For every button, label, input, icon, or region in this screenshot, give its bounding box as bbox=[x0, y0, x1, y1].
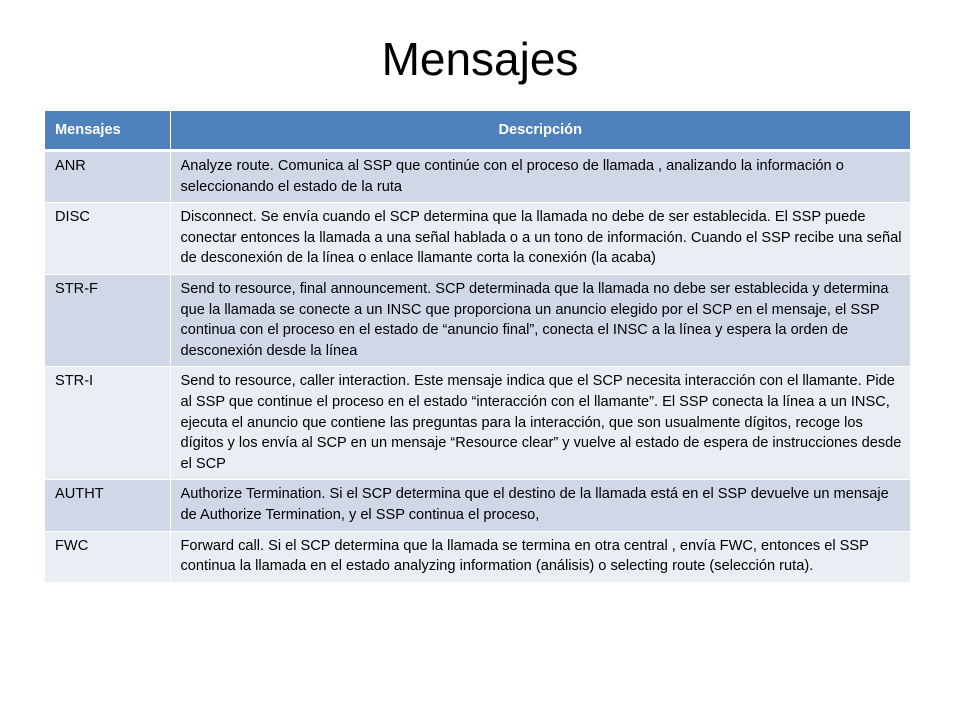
message-code-cell: DISC bbox=[45, 203, 170, 275]
message-description-cell: Authorize Termination. Si el SCP determina que el destino de la llamada está en el SSP devuelve un mensaje de Authorize Termination, y el SSP continua el proceso, bbox=[170, 480, 910, 531]
table-row bbox=[45, 367, 910, 480]
table-row bbox=[45, 203, 910, 275]
column-header-mensajes: Mensajes bbox=[45, 111, 170, 151]
message-code-cell: ANR bbox=[45, 151, 170, 203]
messages-table bbox=[45, 111, 910, 583]
table-row bbox=[45, 531, 910, 582]
message-code-cell: STR-F bbox=[45, 274, 170, 366]
table-row bbox=[45, 274, 910, 366]
message-description-cell: Send to resource, caller interaction. Este mensaje indica que el SCP necesita interacción con el llamante. Pide al SSP que continue el proceso en el estado “interacción con el llamante”. El SSP conecta la línea a un INSC, ejecuta el anuncio que contiene las preguntas para la interacción, que son usualmente dígitos, recoge los dígitos y los envía al SCP en un mensaje “Resource clear” y vuelve al estado de espera de instrucciones desde el SCP bbox=[170, 367, 910, 480]
message-description-cell: Forward call. Si el SCP determina que la llamada se termina en otra central , envía FWC, entonces el SSP continua la llamada en el estado analyzing information (análisis) o selecting route (selección ruta). bbox=[170, 531, 910, 582]
table-header-row bbox=[45, 111, 910, 151]
message-code-cell: AUTHT bbox=[45, 480, 170, 531]
message-description-cell: Send to resource, final announcement. SCP determinada que la llamada no debe ser establecida y determina que la llamada se conecte a un INSC que proporciona un anuncio elegido por el SCP en el mensaje, el SSP continua con el proceso en el estado de “anuncio final”, conecta el INSC a la línea y espera la orden de desconexión desde la línea bbox=[170, 274, 910, 366]
message-description-cell: Disconnect. Se envía cuando el SCP determina que la llamada no debe de ser establecida. El SSP puede conectar entonces la llamada a una señal hablada o a un tono de información. Cuando el SSP recibe una señal de desconexión de la línea o enlace llamante corta la conexión (la acaba) bbox=[170, 203, 910, 275]
message-description-cell: Analyze route. Comunica al SSP que continúe con el proceso de llamada , analizando la información o seleccionando el estado de la ruta bbox=[170, 151, 910, 203]
page-title: Mensajes bbox=[381, 33, 579, 85]
table-row bbox=[45, 151, 910, 203]
message-code-cell: STR-I bbox=[45, 367, 170, 480]
table-row bbox=[45, 480, 910, 531]
column-header-descripcion: Descripción bbox=[170, 111, 910, 151]
message-code-cell: FWC bbox=[45, 531, 170, 582]
